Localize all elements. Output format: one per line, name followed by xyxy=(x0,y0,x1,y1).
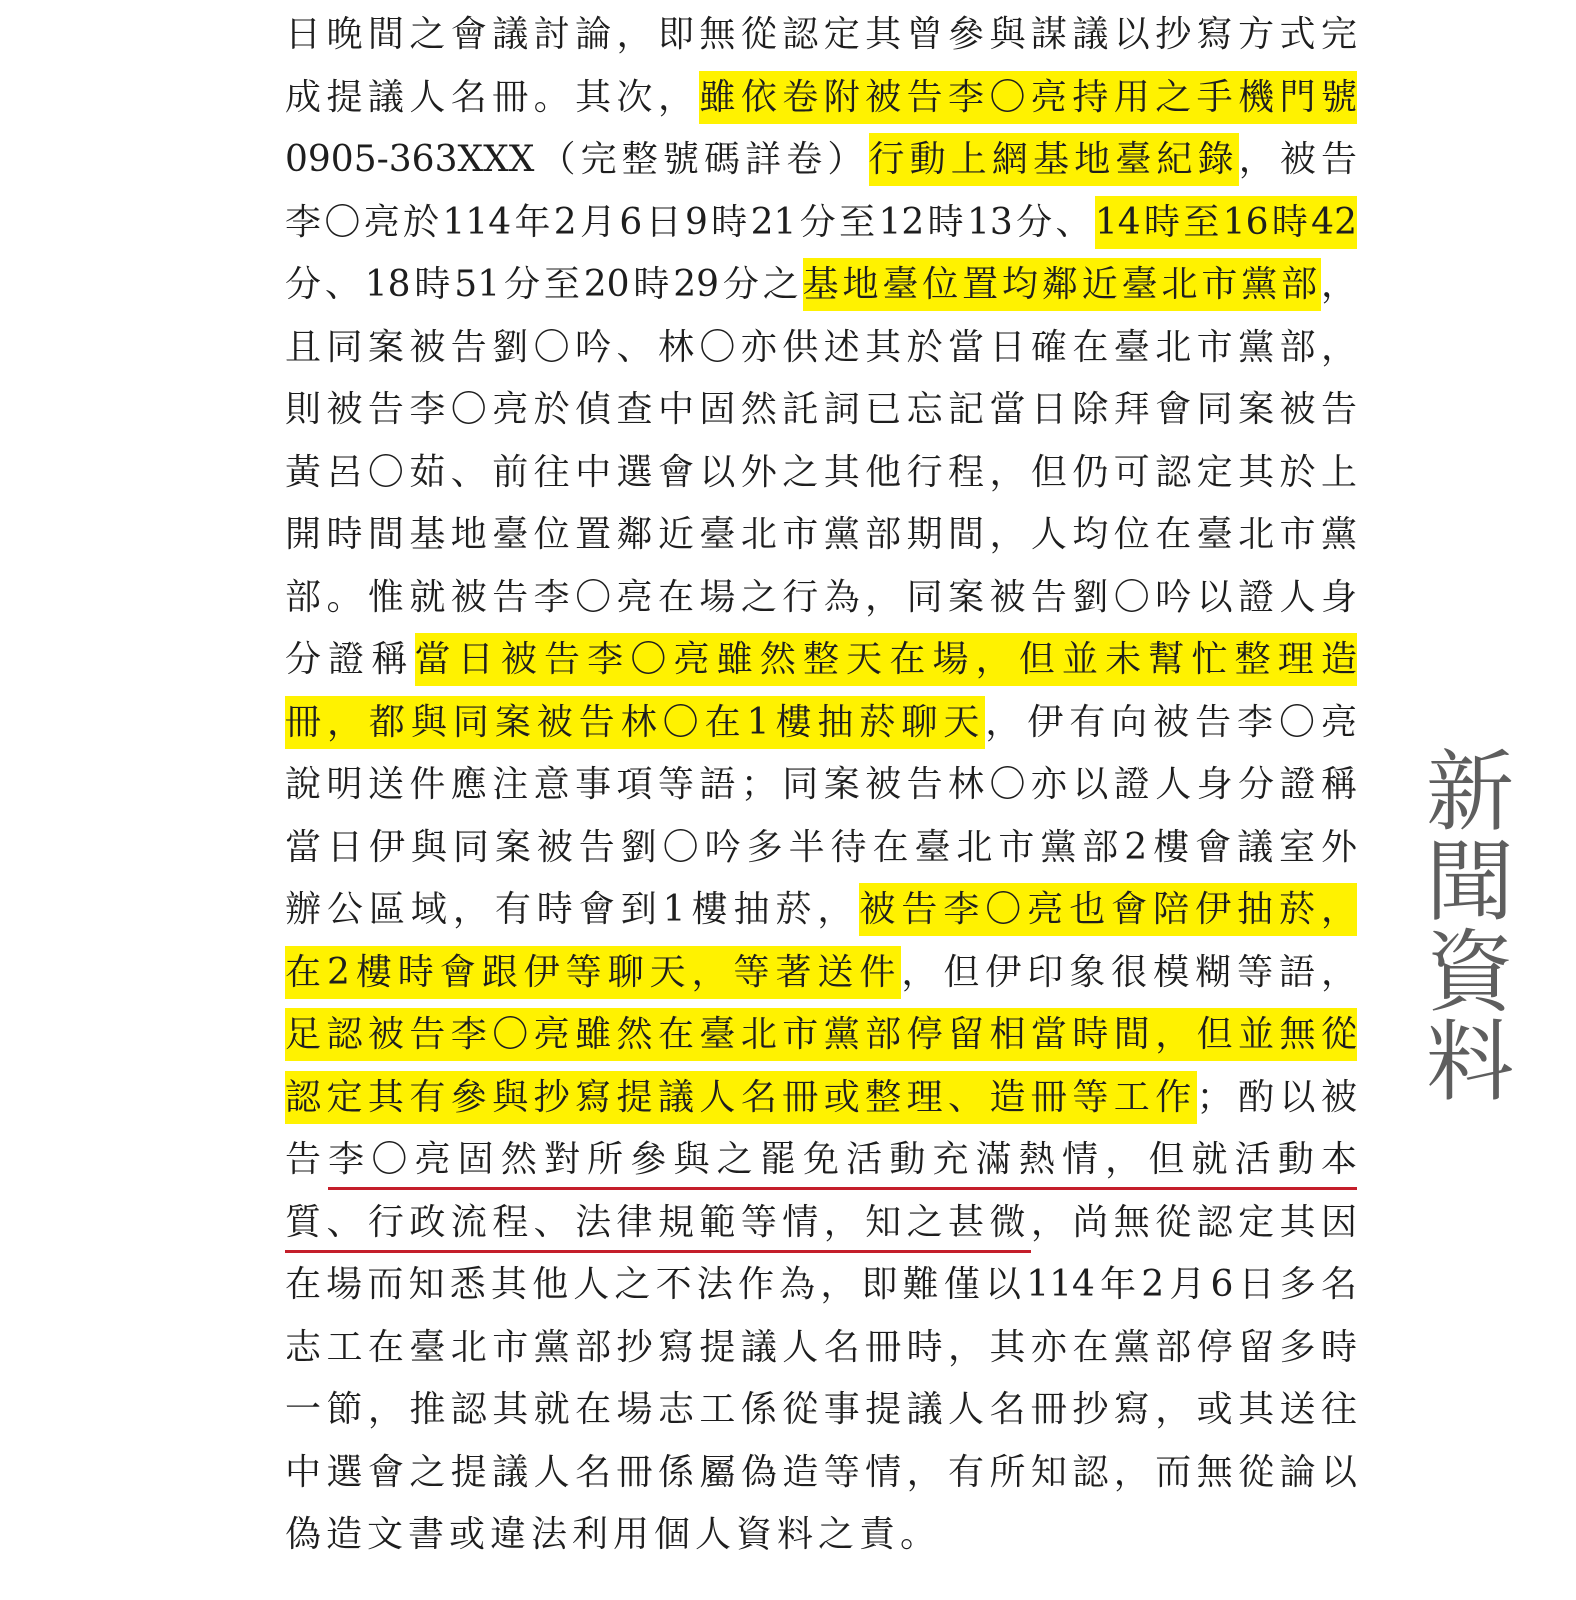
document-body xyxy=(285,4,1357,1567)
text-line xyxy=(285,379,1357,442)
text-line xyxy=(285,4,1357,67)
text-segment: ， xyxy=(1320,264,1357,305)
highlighted-text: 足認被告李〇亮雖然在臺北市黨部停留相當時間，但並無從 xyxy=(285,1008,1357,1061)
text-line xyxy=(285,192,1357,255)
text-line xyxy=(285,1317,1357,1380)
text-line xyxy=(285,1192,1357,1255)
highlighted-text: 行動上網基地臺紀錄 xyxy=(869,133,1239,186)
underlined-text: 質、行政流程、法律規範等情，知之甚微 xyxy=(285,1202,1031,1253)
text-segment: ，被告 xyxy=(1238,139,1357,180)
text-line xyxy=(285,692,1357,755)
text-segment: 辦公區域，有時會到1樓抽菸， xyxy=(285,889,860,930)
text-line xyxy=(285,879,1357,942)
text-segment: 告 xyxy=(285,1139,329,1180)
text-segment: 日晚間之會議討論，即無從認定其曾參與謀議以抄寫方式完 xyxy=(285,14,1357,55)
text-line xyxy=(285,567,1357,630)
text-line xyxy=(285,504,1357,567)
text-line xyxy=(285,1129,1357,1192)
text-segment: ，尚無從認定其因 xyxy=(1030,1201,1357,1243)
text-segment: ，但伊印象很模糊等語， xyxy=(901,951,1357,993)
text-segment: 0905-363XXX（完整號碼詳卷） xyxy=(285,139,869,180)
text-segment: 開時間基地臺位置鄰近臺北市黨部期間，人均位在臺北市黨 xyxy=(285,514,1357,555)
text-segment: 且同案被告劉〇吟、林〇亦供述其於當日確在臺北市黨部， xyxy=(285,326,1357,368)
text-segment: 說明送件應注意事項等語；同案被告林〇亦以證人身分證稱 xyxy=(285,764,1357,805)
highlighted-text: 冊，都與同案被告林〇在1樓抽菸聊天 xyxy=(285,696,985,749)
text-segment: 志工在臺北市黨部抄寫提議人名冊時，其亦在黨部停留多時 xyxy=(285,1326,1357,1368)
highlighted-text: 基地臺位置均鄰近臺北市黨部 xyxy=(803,258,1321,311)
text-segment: ；酌以被 xyxy=(1196,1076,1357,1118)
text-line xyxy=(285,942,1357,1005)
text-line xyxy=(285,254,1357,317)
text-segment: 成提議人名冊。其次， xyxy=(285,76,700,118)
highlighted-text: 被告李〇亮也會陪伊抽菸， xyxy=(859,883,1357,936)
news-material-stamp: 新聞資料 xyxy=(1412,745,1515,1105)
highlighted-text: 認定其有參與抄寫提議人名冊或整理、造冊等工作 xyxy=(285,1071,1197,1124)
highlighted-text: 在2樓時會跟伊等聊天，等著送件 xyxy=(285,946,901,999)
text-segment: 部。惟就被告李〇亮在場之行為，同案被告劉〇吟以證人身 xyxy=(285,576,1357,618)
text-segment: 分證稱 xyxy=(285,639,415,680)
text-line xyxy=(285,1504,1357,1567)
text-line xyxy=(285,317,1357,380)
text-segment: 黃呂〇茹、前往中選會以外之其他行程，但仍可認定其於上 xyxy=(285,451,1357,493)
text-line xyxy=(285,1379,1357,1442)
text-segment: 中選會之提議人名冊係屬偽造等情，有所知認，而無從論以 xyxy=(285,1451,1357,1493)
text-line xyxy=(285,442,1357,505)
underlined-text: 李〇亮固然對所參與之罷免活動充滿熱情，但就活動本 xyxy=(328,1139,1357,1190)
highlighted-text: 14時至16時42 xyxy=(1095,196,1357,249)
highlighted-text: 當日被告李〇亮雖然整天在場，但並未幫忙整理造 xyxy=(415,633,1357,686)
text-line xyxy=(285,67,1357,130)
text-segment: 在場而知悉其他人之不法作為，即難僅以114年2月6日多名 xyxy=(285,1264,1357,1305)
highlighted-text: 雖依卷附被告李〇亮持用之手機門號 xyxy=(699,71,1357,124)
text-line xyxy=(285,129,1357,192)
text-segment: ，伊有向被告李〇亮 xyxy=(985,701,1357,743)
text-line xyxy=(285,1004,1357,1067)
text-segment: 當日伊與同案被告劉〇吟多半待在臺北市黨部2樓會議室外 xyxy=(285,826,1357,868)
text-line xyxy=(285,629,1357,692)
text-line xyxy=(285,1442,1357,1505)
text-segment: 則被告李〇亮於偵查中固然託詞已忘記當日除拜會同案被告 xyxy=(285,389,1357,430)
text-segment: 分、18時51分至20時29分之 xyxy=(285,264,803,305)
text-line xyxy=(285,1254,1357,1317)
text-segment: 李〇亮於114年2月6日9時21分至12時13分、 xyxy=(285,201,1095,243)
text-line xyxy=(285,1067,1357,1130)
text-segment: 一節，推認其就在場志工係從事提議人名冊抄寫，或其送往 xyxy=(285,1389,1357,1430)
text-line xyxy=(285,754,1357,817)
text-line xyxy=(285,817,1357,880)
text-segment: 偽造文書或違法利用個人資料之責。 xyxy=(285,1514,942,1555)
